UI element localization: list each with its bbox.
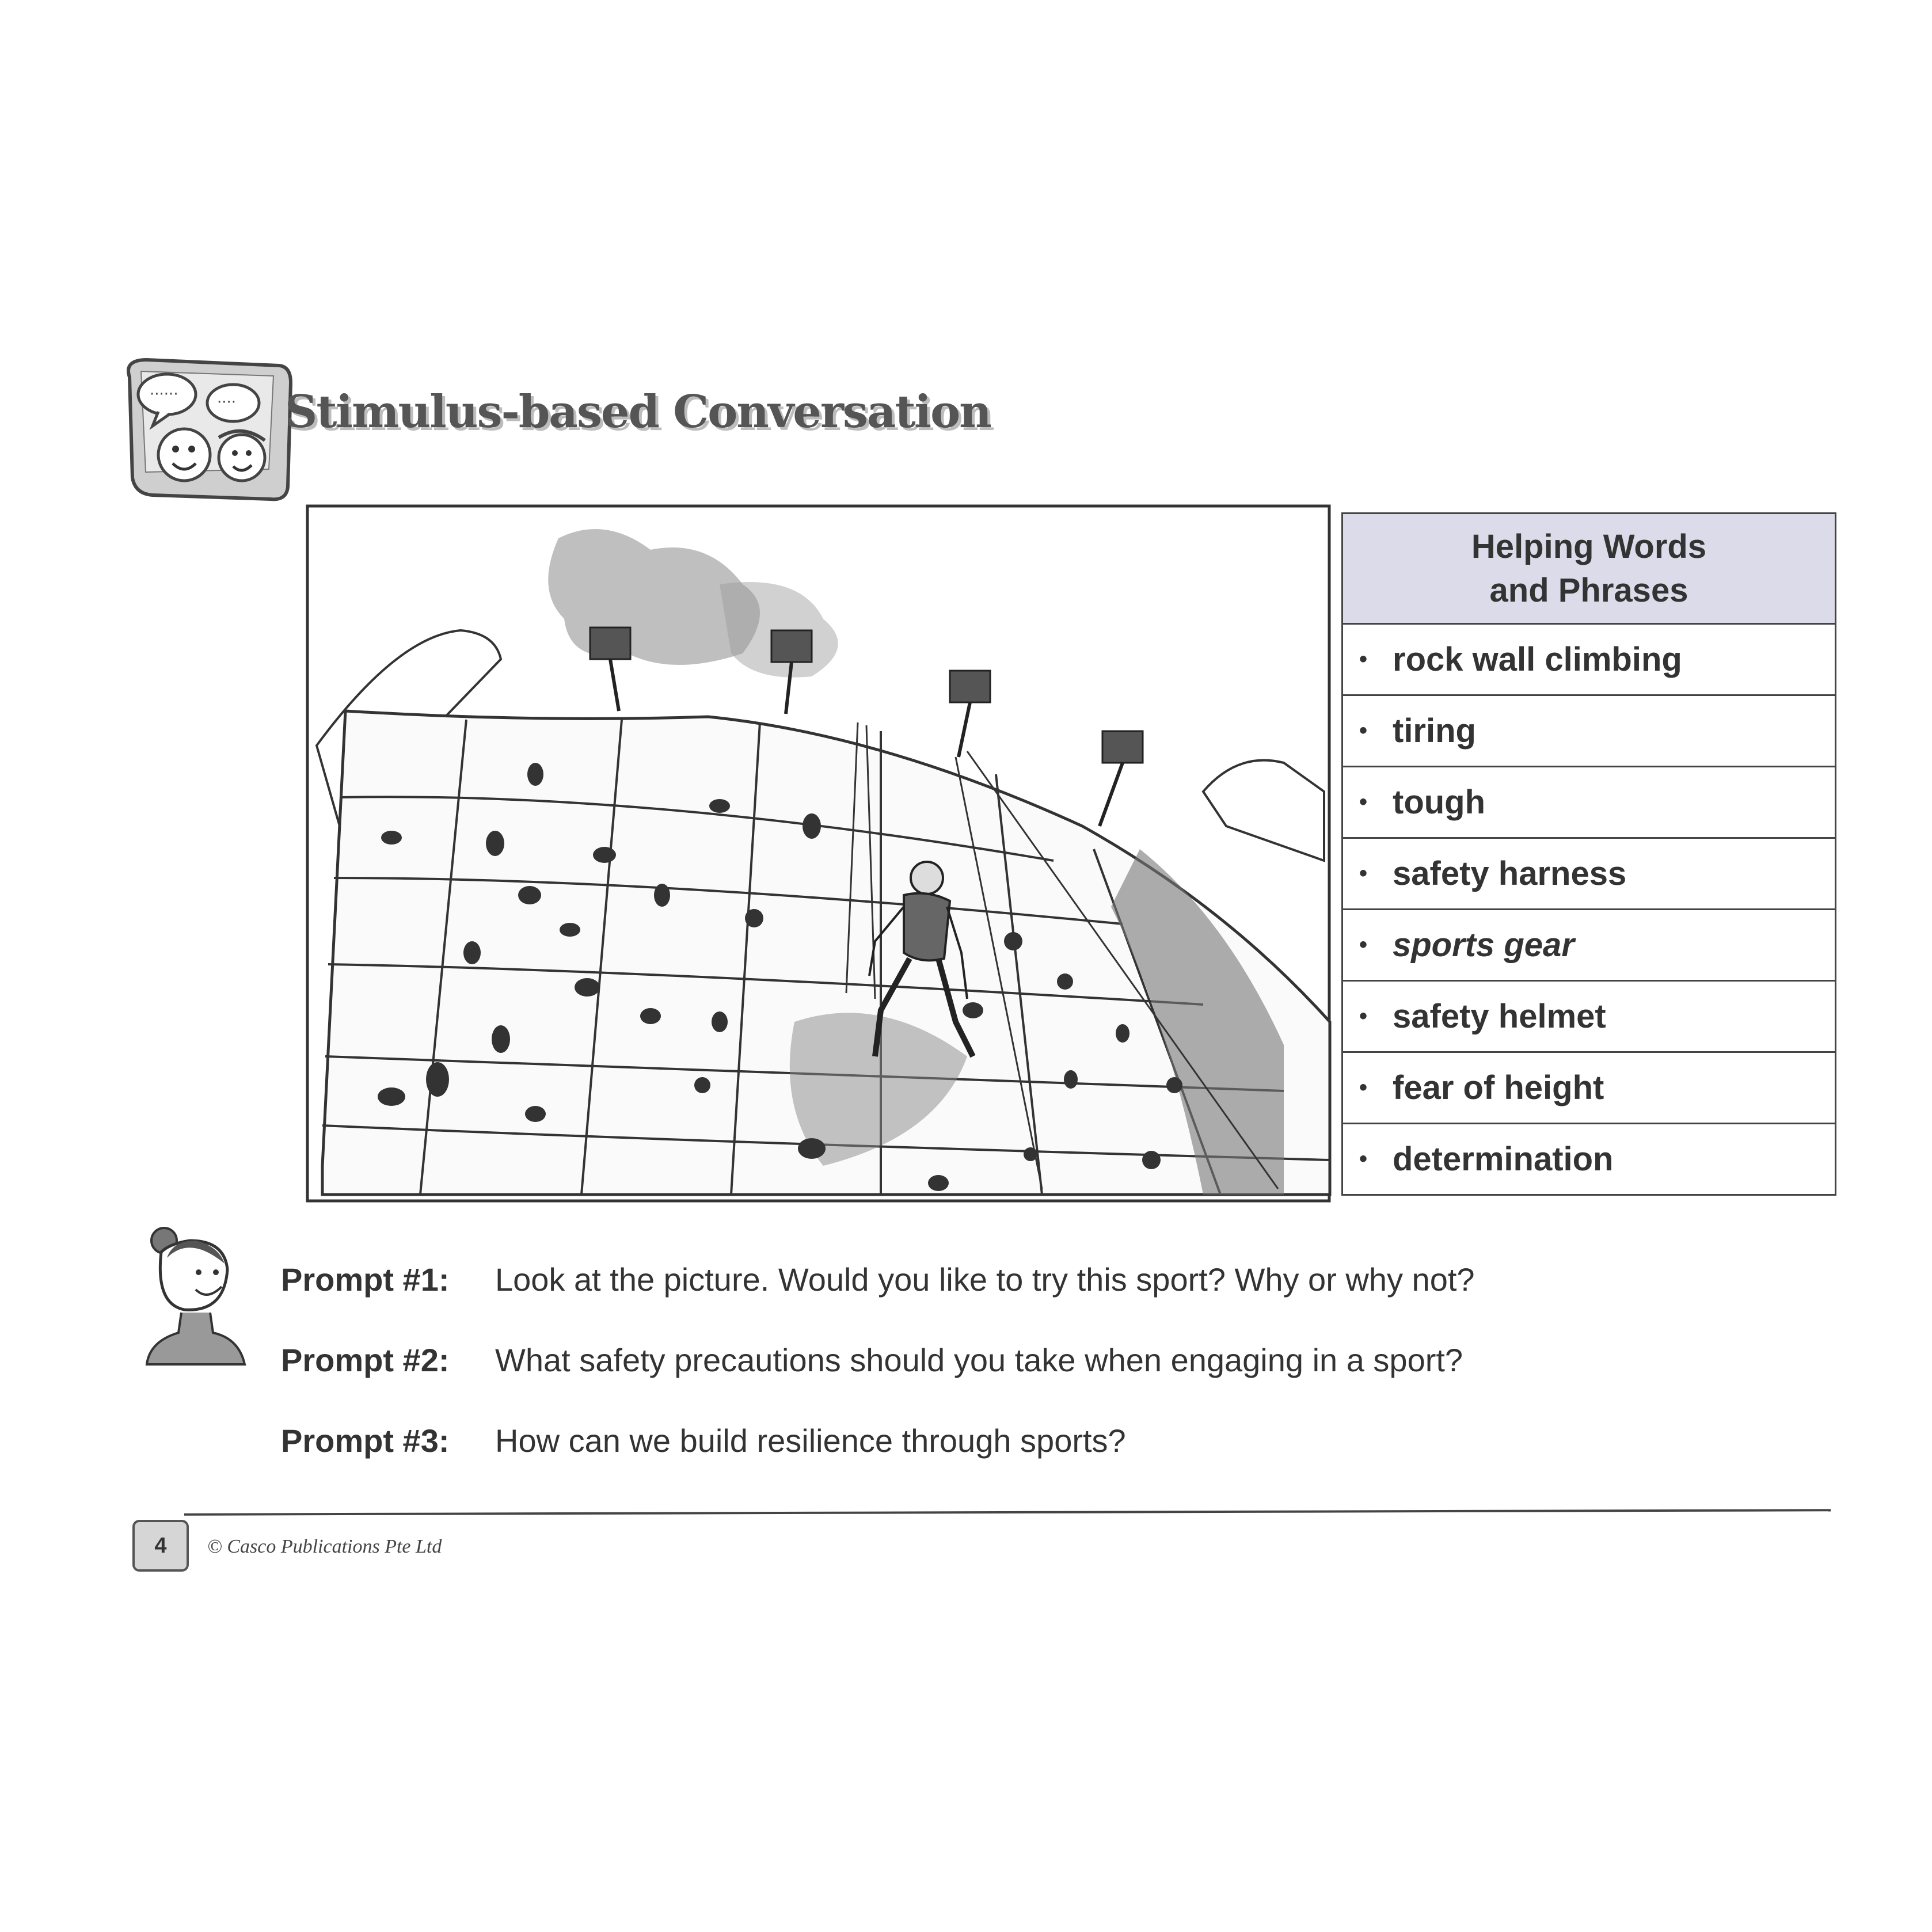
prompt-text: How can we build resilience through sports? — [495, 1423, 1126, 1459]
helping-words-title-line2: and Phrases — [1489, 571, 1688, 609]
helping-word-text: rock wall climbing — [1393, 641, 1682, 678]
helping-words-header — [1341, 512, 1836, 625]
teacher-icon — [138, 1218, 253, 1367]
copyright-text: © Casco Publications Pte Ltd — [207, 1536, 442, 1557]
rock-climbing-wall-illustration — [305, 504, 1332, 1203]
prompt-text: What safety precautions should you take when engaging in a sport? — [495, 1342, 1463, 1378]
helping-word-text: determination — [1393, 1140, 1614, 1178]
helping-word-item: • sports gear — [1341, 910, 1836, 982]
helping-word-text: sports gear — [1393, 926, 1574, 964]
helping-word-item: • rock wall climbing — [1341, 625, 1836, 696]
helping-word-item: • tiring — [1341, 696, 1836, 767]
prompt-label: Prompt #1 — [281, 1261, 439, 1298]
helping-word-item: • determination — [1341, 1124, 1836, 1196]
helping-word-item: • safety harness — [1341, 839, 1836, 910]
helping-word-text: tough — [1393, 784, 1486, 821]
helping-word-item: • safety helmet — [1341, 982, 1836, 1053]
helping-word-item: • fear of height — [1341, 1053, 1836, 1124]
conversation-kids-icon — [118, 354, 296, 504]
svg-text:······: ······ — [150, 386, 178, 403]
helping-word-item: • tough — [1341, 767, 1836, 839]
helping-words-title-line1: Helping Words — [1471, 527, 1707, 565]
helping-words-table — [1341, 512, 1836, 1196]
section-title: Stimulus-based Conversation — [285, 386, 991, 438]
helping-word-text: safety helmet — [1393, 998, 1606, 1035]
prompt-label: Prompt #3 — [281, 1423, 439, 1459]
helping-word-text: fear of height — [1393, 1069, 1604, 1106]
footer-rule — [184, 1509, 1831, 1515]
prompt-label: Prompt #2 — [281, 1342, 439, 1378]
prompt-text: Look at the picture. Would you like to try this sport? Why or why not? — [495, 1261, 1475, 1298]
page-number: 4 — [132, 1520, 189, 1572]
helping-word-text: safety harness — [1393, 855, 1627, 892]
prompt-1: Prompt #1: Look at the picture. Would you like to try this sport? Why or why not? — [281, 1261, 1475, 1298]
prompt-2: Prompt #2: What safety precautions should you take when engaging in a sport? — [281, 1342, 1463, 1378]
prompt-3: Prompt #3: How can we build resilience through sports? — [281, 1423, 1126, 1459]
helping-word-text: tiring — [1393, 712, 1476, 750]
svg-text:····: ···· — [217, 394, 237, 411]
